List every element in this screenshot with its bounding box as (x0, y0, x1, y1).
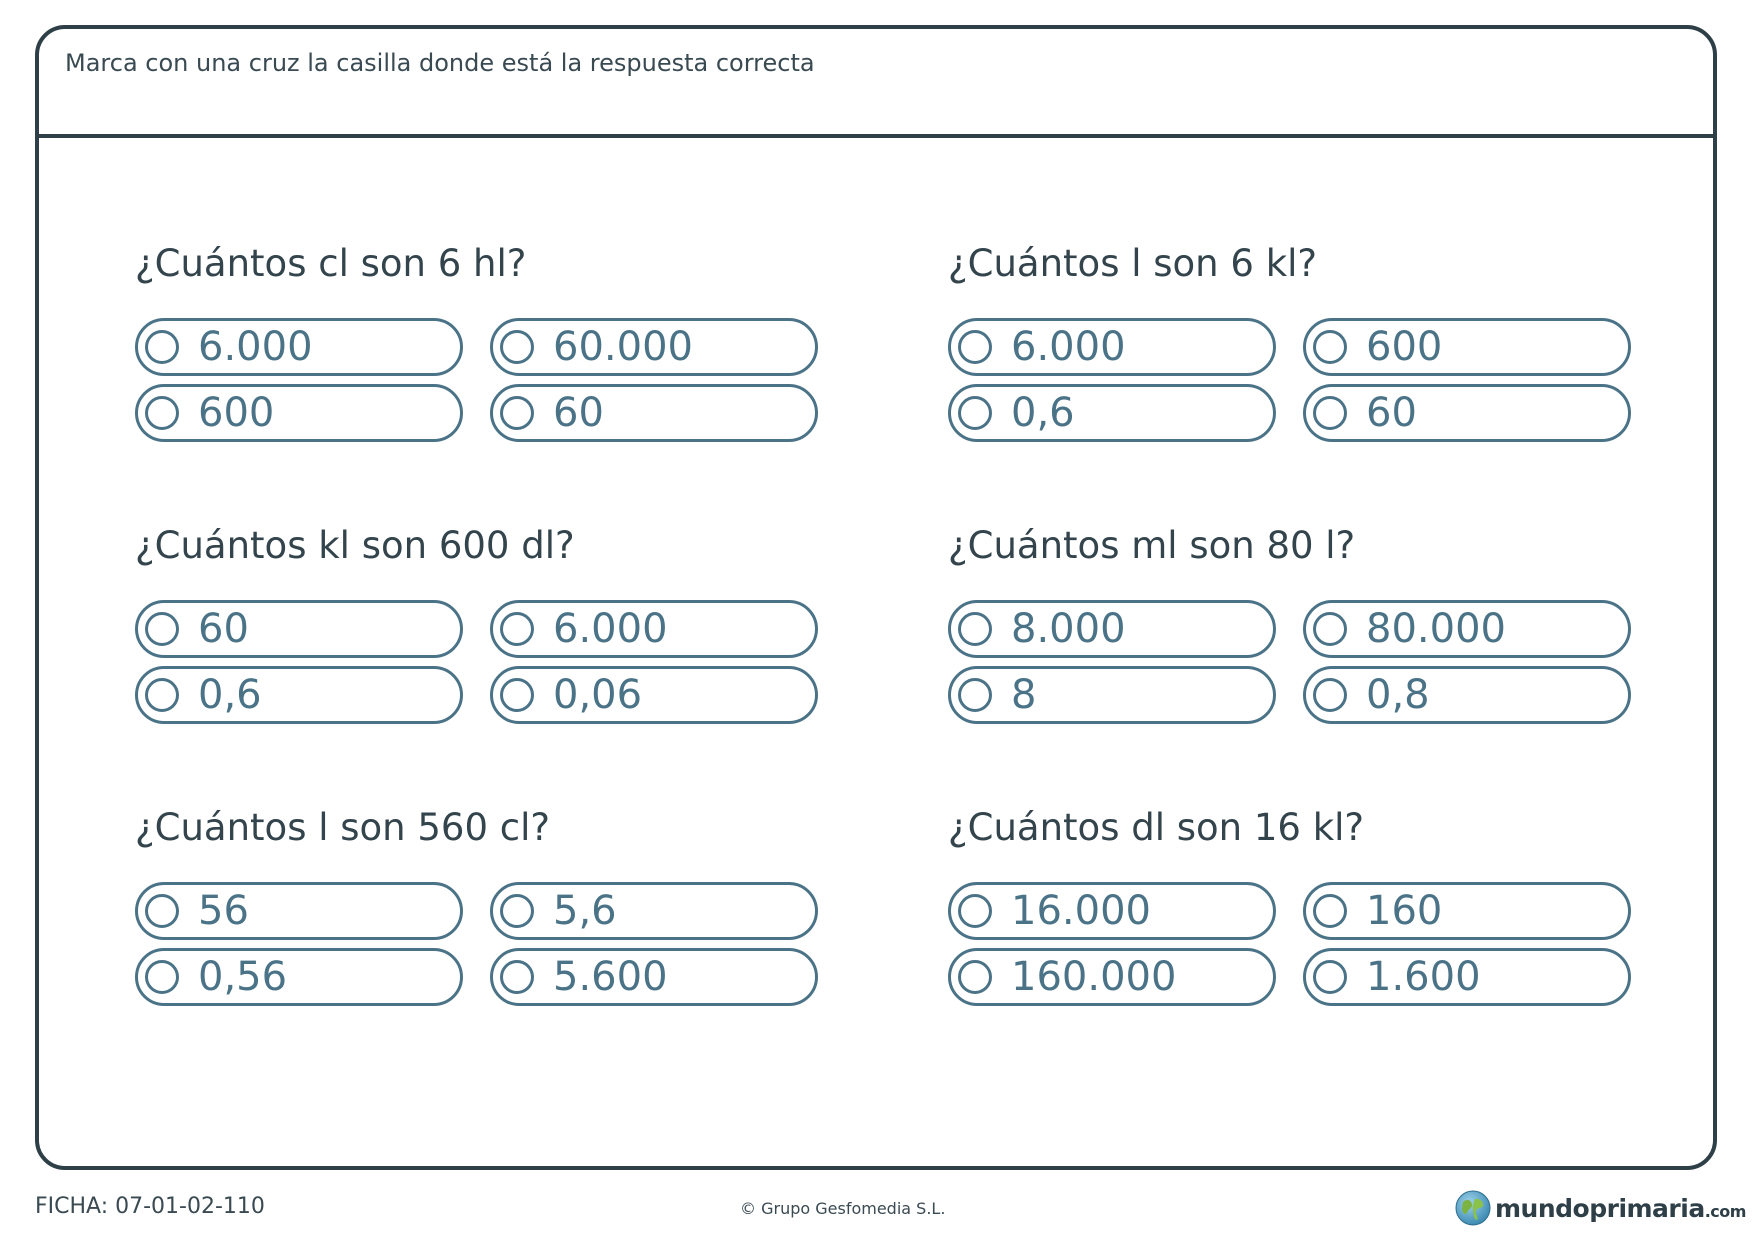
circle-icon[interactable] (1313, 612, 1347, 646)
answer-option[interactable] (1303, 948, 1631, 1006)
question-title: ¿Cuántos dl son 16 kl? (948, 806, 1365, 849)
circle-icon[interactable] (1313, 960, 1347, 994)
circle-icon[interactable] (500, 894, 534, 928)
brand-name (1495, 1194, 1746, 1223)
circle-icon[interactable] (1313, 894, 1347, 928)
answer-option[interactable] (1303, 318, 1631, 376)
option-label: 0,56 (198, 954, 288, 1000)
answer-option[interactable] (135, 600, 463, 658)
globe-icon (1455, 1190, 1491, 1226)
option-label: 0,06 (553, 672, 643, 718)
answer-option[interactable] (1303, 882, 1631, 940)
circle-icon[interactable] (145, 396, 179, 430)
circle-icon[interactable] (500, 396, 534, 430)
circle-icon[interactable] (145, 612, 179, 646)
circle-icon[interactable] (145, 330, 179, 364)
option-label: 160.000 (1011, 954, 1177, 1000)
options-grid (948, 318, 1648, 448)
circle-icon[interactable] (958, 678, 992, 712)
circle-icon[interactable] (500, 678, 534, 712)
option-label: 160 (1366, 888, 1443, 934)
answer-option[interactable] (135, 882, 463, 940)
answer-option[interactable] (948, 882, 1276, 940)
circle-icon[interactable] (145, 960, 179, 994)
option-label: 0,6 (198, 672, 262, 718)
options-grid (135, 600, 835, 730)
answer-option[interactable] (1303, 666, 1631, 724)
circle-icon[interactable] (1313, 330, 1347, 364)
answer-option[interactable] (135, 666, 463, 724)
brand-tld: .com (1704, 1202, 1746, 1221)
circle-icon[interactable] (958, 330, 992, 364)
answer-option[interactable] (490, 948, 818, 1006)
options-grid (135, 882, 835, 1012)
instruction-bar (39, 29, 1713, 138)
circle-icon[interactable] (958, 960, 992, 994)
option-label: 6.000 (198, 324, 313, 370)
circle-icon[interactable] (1313, 396, 1347, 430)
question-title: ¿Cuántos ml son 80 l? (948, 524, 1356, 567)
option-label: 6.000 (1011, 324, 1126, 370)
answer-option[interactable] (490, 318, 818, 376)
question-title: ¿Cuántos kl son 600 dl? (135, 524, 575, 567)
copyright-text: © Grupo Gesfomedia S.L. (740, 1199, 946, 1218)
option-label: 60.000 (553, 324, 693, 370)
circle-icon[interactable] (1313, 678, 1347, 712)
option-label: 0,8 (1366, 672, 1430, 718)
circle-icon[interactable] (500, 330, 534, 364)
option-label: 16.000 (1011, 888, 1151, 934)
question-title: ¿Cuántos cl son 6 hl? (135, 242, 527, 285)
circle-icon[interactable] (958, 894, 992, 928)
option-label: 5,6 (553, 888, 617, 934)
answer-option[interactable] (948, 666, 1276, 724)
option-label: 600 (198, 390, 275, 436)
instruction-text: Marca con una cruz la casilla donde está la respuesta correcta (65, 49, 815, 77)
circle-icon[interactable] (958, 612, 992, 646)
option-label: 6.000 (553, 606, 668, 652)
worksheet-code: FICHA: 07-01-02-110 (35, 1194, 265, 1219)
option-label: 600 (1366, 324, 1443, 370)
option-label: 60 (1366, 390, 1417, 436)
circle-icon[interactable] (500, 612, 534, 646)
circle-icon[interactable] (958, 396, 992, 430)
answer-option[interactable] (135, 318, 463, 376)
brand-name-text: mundoprimaria (1495, 1194, 1705, 1223)
options-grid (135, 318, 835, 448)
options-grid (948, 600, 1648, 730)
answer-option[interactable] (948, 600, 1276, 658)
option-label: 0,6 (1011, 390, 1075, 436)
option-label: 8 (1011, 672, 1037, 718)
circle-icon[interactable] (500, 960, 534, 994)
option-label: 56 (198, 888, 249, 934)
answer-option[interactable] (135, 948, 463, 1006)
answer-option[interactable] (490, 666, 818, 724)
answer-option[interactable] (490, 384, 818, 442)
circle-icon[interactable] (145, 678, 179, 712)
answer-option[interactable] (1303, 600, 1631, 658)
answer-option[interactable] (1303, 384, 1631, 442)
option-label: 8.000 (1011, 606, 1126, 652)
answer-option[interactable] (490, 882, 818, 940)
answer-option[interactable] (948, 384, 1276, 442)
answer-option[interactable] (948, 948, 1276, 1006)
answer-option[interactable] (490, 600, 818, 658)
circle-icon[interactable] (145, 894, 179, 928)
option-label: 5.600 (553, 954, 668, 1000)
question-title: ¿Cuántos l son 560 cl? (135, 806, 551, 849)
option-label: 80.000 (1366, 606, 1506, 652)
question-title: ¿Cuántos l son 6 kl? (948, 242, 1318, 285)
answer-option[interactable] (135, 384, 463, 442)
options-grid (948, 882, 1648, 1012)
option-label: 60 (553, 390, 604, 436)
option-label: 60 (198, 606, 249, 652)
option-label: 1.600 (1366, 954, 1481, 1000)
answer-option[interactable] (948, 318, 1276, 376)
